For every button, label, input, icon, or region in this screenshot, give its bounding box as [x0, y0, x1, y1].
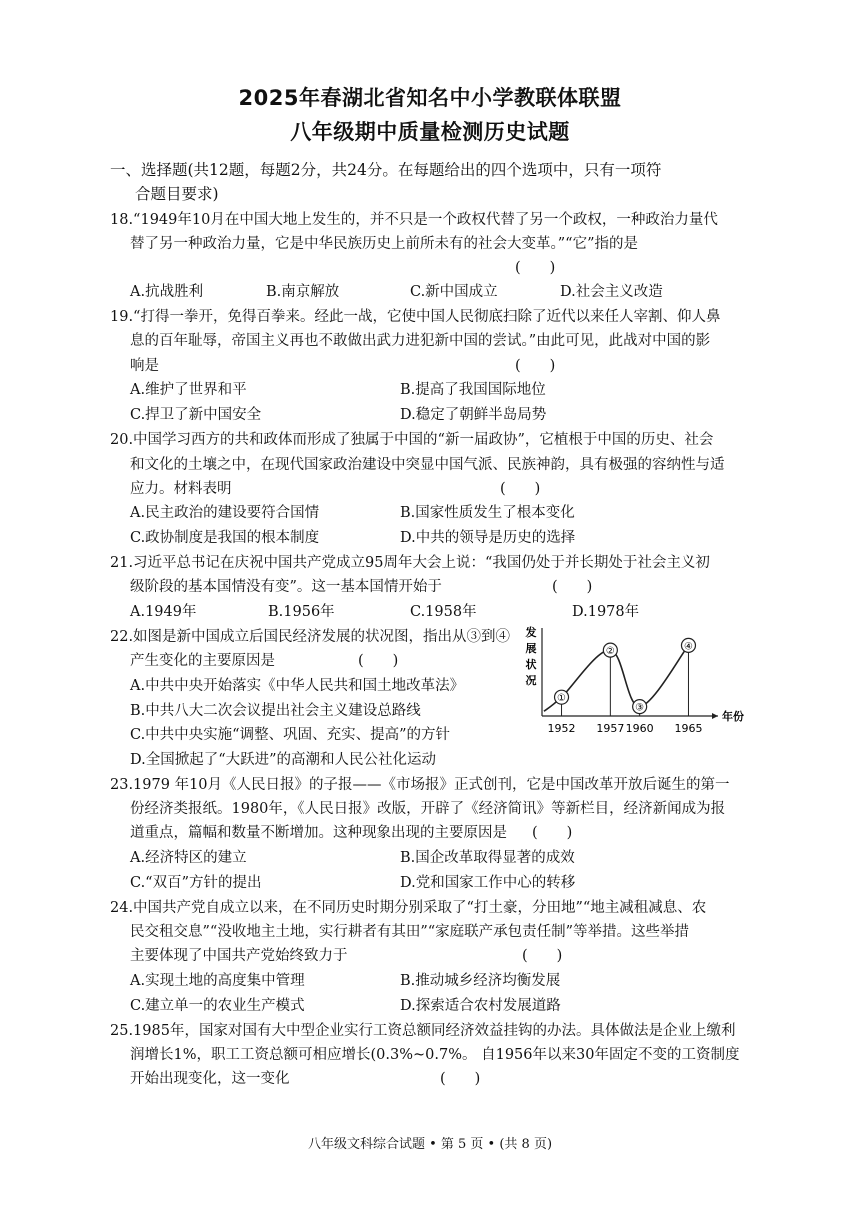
point-label: ① — [557, 693, 567, 705]
x-tick-label: 1952 — [547, 722, 576, 735]
answer-blank: ( ) — [358, 653, 399, 669]
page-footer: 八年级文科综合试题 • 第 5 页 • (共 8 页) — [307, 1137, 553, 1152]
question-stem: 份经济类报纸。1980年，《人民日报》改版，开辟了《经济简讯》等新栏目，经济新闻成为报 — [130, 801, 726, 817]
option-c: C.“双百”方针的提出 — [130, 875, 262, 891]
answer-blank: ( ) — [552, 579, 593, 595]
question-stem: 替了另一种政治力量，它是中华民族历史上前所未有的社会大变革。”“它”指的是 — [130, 236, 638, 252]
point-label: ② — [605, 646, 615, 658]
option-d: D.1978年 — [572, 604, 640, 620]
option-b: B.中共八大二次会议提出社会主义建设总路线 — [130, 703, 421, 719]
x-axis-label: 年份 — [722, 710, 744, 723]
option-d: D.中共的领导是历史的选择 — [400, 530, 576, 546]
answer-blank: ( ) — [515, 260, 556, 276]
question-stem: 24.中国共产党自成立以来，在不同历史时期分别采取了“打土豪，分田地”“地主减租减息、农 — [110, 900, 707, 916]
question-stem: 道重点，篇幅和数量不断增加。这种现象出现的主要原因是 — [130, 825, 507, 841]
answer-blank: ( ) — [532, 825, 573, 841]
option-d: D.全国掀起了“大跃进”的高潮和人民公社化运动 — [130, 752, 437, 768]
y-axis-label-char: 状 — [525, 658, 537, 671]
point-label: ④ — [683, 641, 693, 653]
option-a: A.抗战胜利 — [130, 284, 204, 300]
option-b: B.国家性质发生了根本变化 — [400, 505, 575, 521]
economy-development-chart — [522, 624, 752, 742]
question-stem: 20.中国学习西方的共和政体而形成了独属于中国的“新一届政协”，它植根于中国的历史、社会 — [110, 432, 714, 448]
option-a: A.经济特区的建立 — [130, 850, 247, 866]
question-stem: 18.“1949年10月在中国大地上发生的，并不只是一个政权代替了另一个政权，一种政治力量代 — [110, 212, 718, 228]
question-stem: 22.如图是新中国成立后国民经济发展的状况图，指出从③到④ — [110, 629, 511, 645]
option-d: D.探索适合农村发展道路 — [400, 998, 561, 1014]
exam-title: 2025年春湖北省知名中小学教联体联盟 — [238, 86, 622, 110]
section-instruction: 一、选择题(共12题，每题2分，共24分。在每题给出的四个选项中，只有一项符 — [110, 161, 662, 179]
answer-blank: ( ) — [522, 948, 563, 964]
option-c: C.1958年 — [410, 604, 477, 620]
option-c: C.新中国成立 — [410, 284, 498, 300]
question-stem: 民交租交息”“没收地主土地，实行耕者有其田”“家庭联产承包责任制”等举措。这些举措 — [130, 924, 690, 940]
option-d: D.社会主义改造 — [560, 284, 663, 300]
question-stem: 润增长1%，职工工资总额可相应增长(0.3%~0.7%。 自1956年以来30年固定不变的工资制度 — [130, 1047, 740, 1063]
x-axis-arrow — [712, 713, 718, 719]
option-d: D.党和国家工作中心的转移 — [400, 875, 576, 891]
y-axis-label-char: 况 — [525, 674, 537, 687]
question-stem: 21.习近平总书记在庆祝中国共产党成立95周年大会上说：“我国仍处于并长期处于社会主义初 — [110, 555, 710, 571]
option-c: C.建立单一的农业生产模式 — [130, 998, 305, 1014]
section-instruction-cont: 合题目要求) — [135, 185, 219, 203]
question-stem: 主要体现了中国共产党始终致力于 — [130, 948, 348, 964]
question-stem: 应力。材料表明 — [130, 481, 232, 497]
option-a: A.中共中央开始落实《中华人民共和国土地改革法》 — [130, 678, 465, 694]
question-stem: 级阶段的基本国情没有变”。这一基本国情开始于 — [130, 579, 442, 595]
option-a: A.维护了世界和平 — [130, 382, 247, 398]
option-b: B.国企改革取得显著的成效 — [400, 850, 575, 866]
question-stem: 开始出现变化，这一变化 — [130, 1071, 290, 1087]
answer-blank: ( ) — [500, 481, 541, 497]
option-d: D.稳定了朝鲜半岛局势 — [400, 407, 547, 423]
y-axis-label-char: 展 — [525, 642, 537, 655]
x-tick-label: 1957 — [596, 722, 625, 735]
option-c: C.政协制度是我国的根本制度 — [130, 530, 320, 546]
x-tick-label: 1960 — [625, 722, 654, 735]
x-tick-label: 1965 — [674, 722, 703, 735]
question-stem: 19.“打得一拳开，免得百拳来。经此一战，它使中国人民彻底扫除了近代以来任人宰割、仰人鼻 — [110, 309, 721, 325]
option-c: C.中共中央实施“调整、巩固、充实、提高”的方针 — [130, 727, 451, 743]
option-c: C.捍卫了新中国安全 — [130, 407, 262, 423]
question-stem: 息的百年耻辱，帝国主义再也不敢做出武力进犯新中国的尝试。”由此可见，此战对中国的影 — [130, 333, 711, 349]
exam-subtitle: 八年级期中质量检测历史试题 — [290, 120, 570, 144]
answer-blank: ( ) — [440, 1071, 481, 1087]
question-stem: 响是 — [130, 358, 159, 374]
y-axis-label-char: 发 — [525, 626, 537, 639]
option-b: B.提高了我国国际地位 — [400, 382, 546, 398]
option-b: B.1956年 — [268, 604, 335, 620]
option-a: A.民主政治的建设要符合国情 — [130, 505, 320, 521]
question-stem: 23.1979 年10月《人民日报》的子报——《市场报》正式创刊，它是中国改革开放后诞生的第一 — [110, 777, 730, 793]
question-stem: 25.1985年，国家对国有大中型企业实行工资总额同经济效益挂钩的办法。具体做法是企业上缴利 — [110, 1023, 736, 1039]
option-a: A.1949年 — [130, 604, 197, 620]
question-stem: 和文化的土壤之中，在现代国家政治建设中突显中国气派、民族神韵，具有极强的容纳性与适 — [130, 457, 725, 473]
answer-blank: ( ) — [515, 358, 556, 374]
option-b: B.南京解放 — [266, 284, 340, 300]
point-label: ③ — [635, 702, 645, 714]
question-stem: 产生变化的主要原因是 — [130, 653, 275, 669]
option-b: B.推动城乡经济均衡发展 — [400, 973, 561, 989]
option-a: A.实现土地的高度集中管理 — [130, 973, 305, 989]
